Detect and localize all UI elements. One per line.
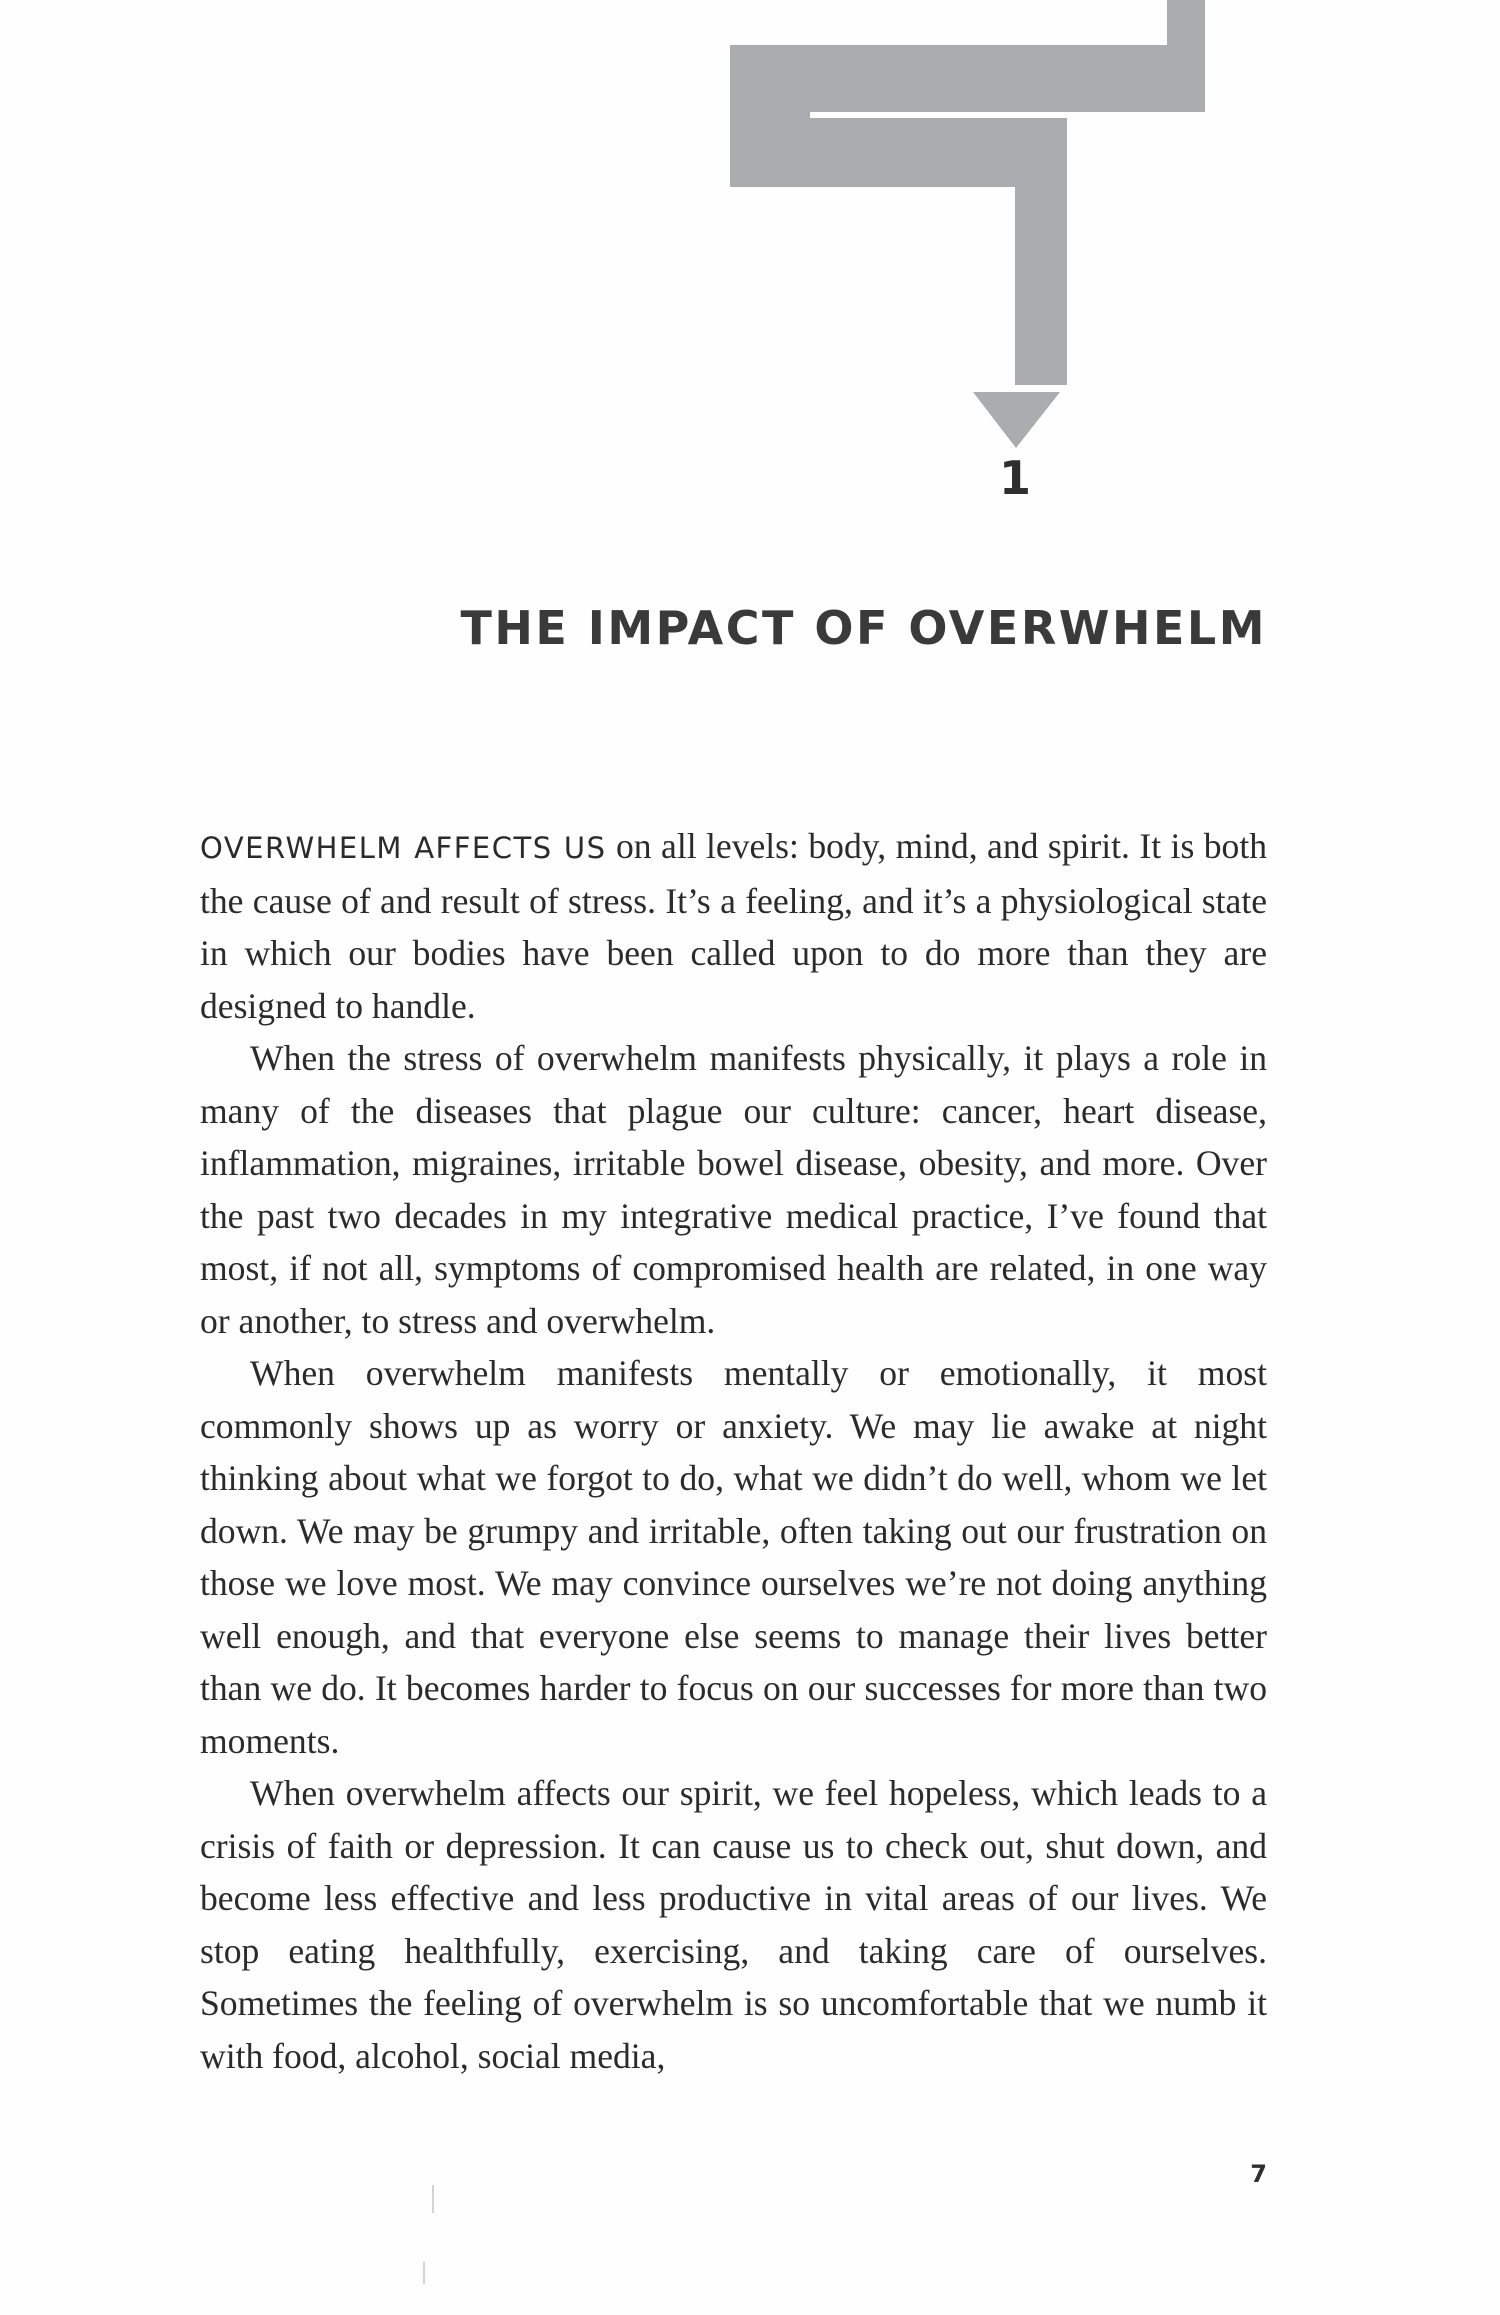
paragraph-1	[200, 820, 1267, 1032]
paragraph-2: When the stress of overwhelm manifests physically, it plays a role in many of the diseases that plague our culture: cancer, heart disease, inflammation, migraines, irritable bowel disease, obesity, and more. Over the past two decades in my integrative medical practice, I’ve found that most, if not all, symptoms of compromised health are related, in one way or another, to stress and overwhelm.	[200, 1038, 1267, 1341]
paragraph-4: When overwhelm affects our spirit, we feel hopeless, which leads to a crisis of faith or depression. It can cause us to check out, shut down, and become less effective and less productive in vital areas of our lives. We stop eating healthfully, exercising, and taking care of ourselves. Sometimes the feeling of overwhelm is so uncomfortable that we numb it with food, alcohol, social media,	[200, 1773, 1267, 2076]
scan-mark	[432, 2185, 434, 2213]
paragraph-1-text: on all levels: body, mind, and spirit. It is both the cause of and result of stress. It’s a feeling, and it’s a physiological state in which our bodies have been called upon to do more than they are designed to handle.	[200, 826, 1267, 1026]
chapter-body	[200, 820, 1267, 2082]
lead-in-caps: OVERWHELM AFFECTS US	[200, 831, 607, 865]
zigzag-down-arrow-icon	[0, 0, 1500, 480]
page-number: 7	[1250, 2160, 1267, 2188]
scan-mark	[423, 2262, 425, 2284]
paragraph-3: When overwhelm manifests mentally or emotionally, it most commonly shows up as worry or anxiety. We may lie awake at night thinking about what we forgot to do, what we didn’t do well, whom we let down. We may be grumpy and irritable, often taking out our frustration on those we love most. We may convince ourselves we’re not doing anything well enough, and that everyone else seems to manage their lives better than we do. It becomes harder to focus on our successes for more than two moments.	[200, 1353, 1267, 1761]
chapter-number: 1	[998, 451, 1031, 505]
chapter-title: THE IMPACT OF OVERWHELM	[460, 601, 1267, 655]
